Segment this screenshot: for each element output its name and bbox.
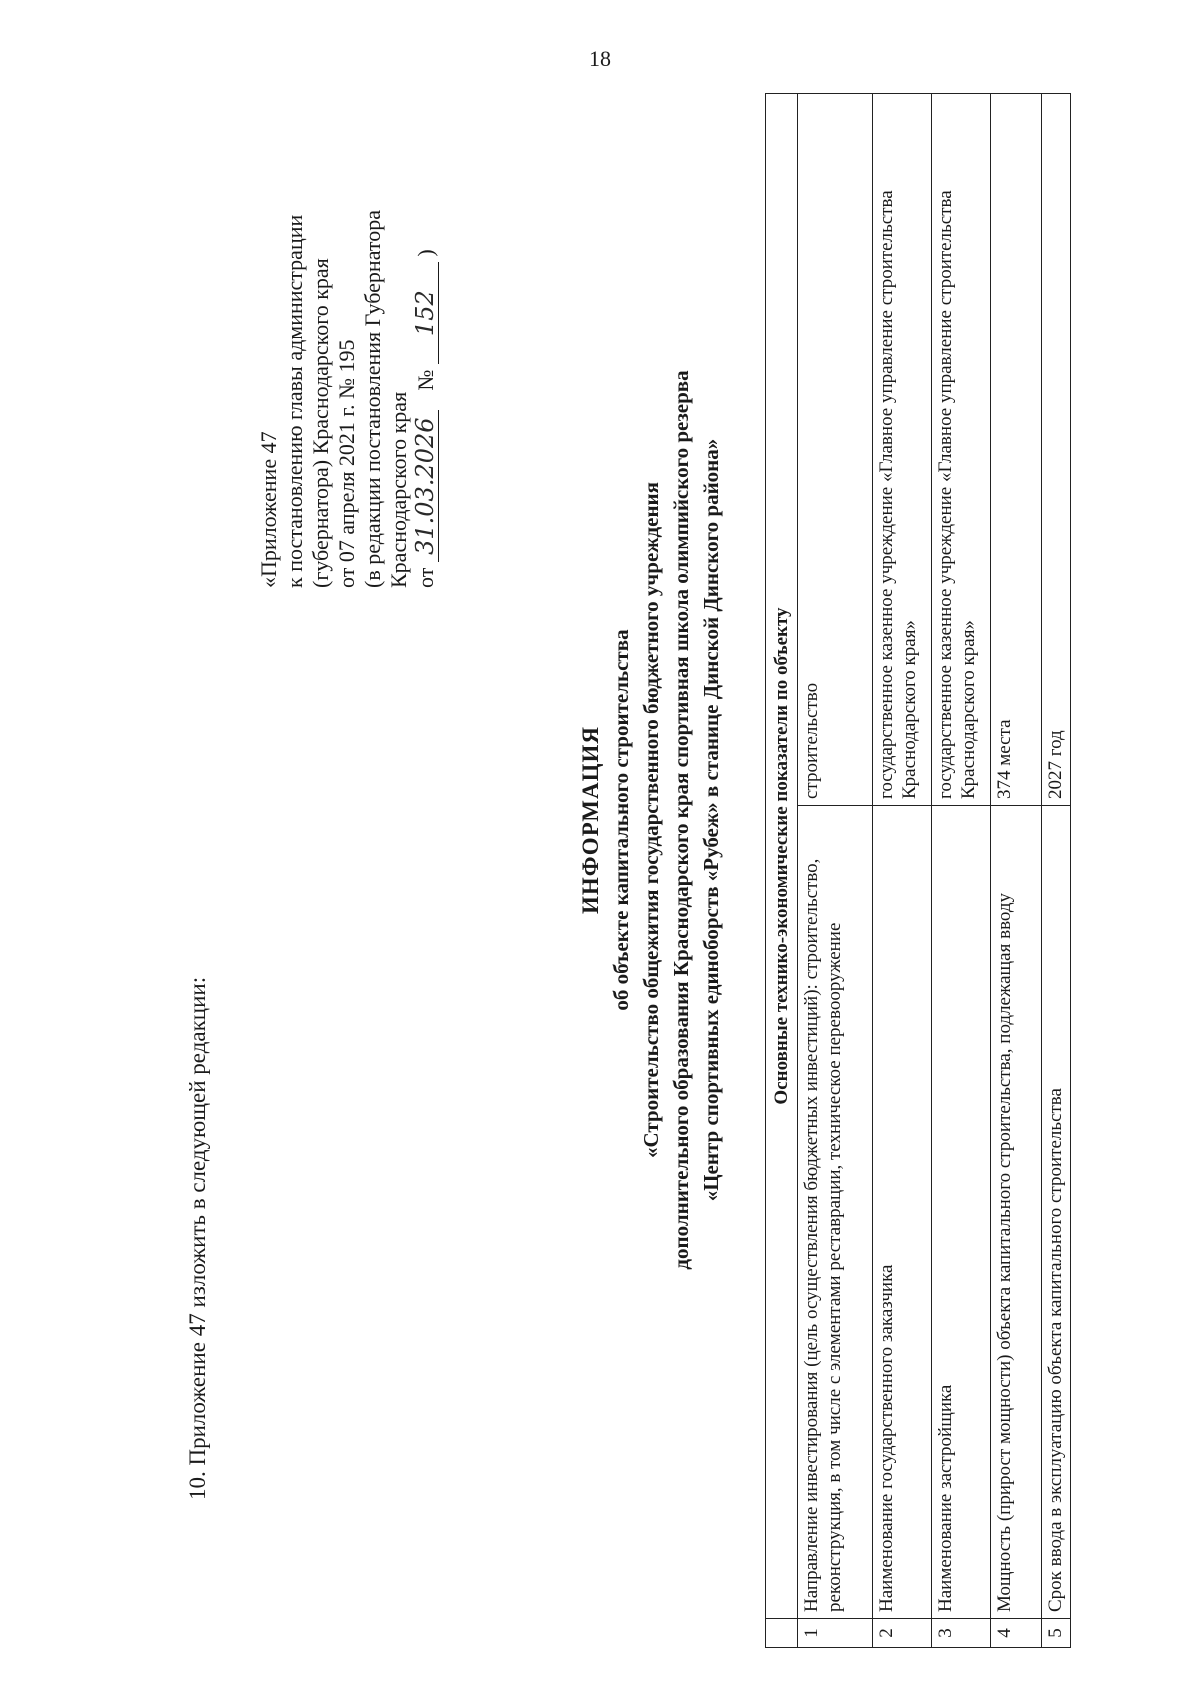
appendix-line-2: к постановлению главы администрации bbox=[282, 214, 307, 588]
page-number: 18 bbox=[589, 46, 611, 71]
handwritten-date: 31.03.2026 bbox=[412, 410, 439, 562]
intro-line: 10. Приложение 47 изложить в следующей редакции: bbox=[185, 976, 210, 1500]
row-number: 1 bbox=[798, 1619, 873, 1648]
table-row bbox=[873, 94, 932, 1648]
appendix-line-5: (в редакции постановления Губернатора bbox=[360, 210, 385, 588]
closing-paren: ) bbox=[413, 249, 438, 257]
row-number: 4 bbox=[991, 1619, 1042, 1648]
table-row bbox=[932, 94, 991, 1648]
row-value: 2027 год bbox=[1042, 94, 1071, 806]
handwritten-number: 152 bbox=[412, 262, 439, 364]
appendix-line-3: (губернатора) Краснодарского края bbox=[308, 258, 333, 588]
appendix-date-line bbox=[412, 78, 439, 588]
row-label: Срок ввода в эксплуатацию объекта капитального строительства bbox=[1042, 806, 1071, 1619]
table-row bbox=[991, 94, 1042, 1648]
row-label: Мощность (прирост мощности) объекта капитального строительства, подлежащая вводу bbox=[991, 806, 1042, 1619]
appendix-line-6: Краснодарского края bbox=[386, 391, 411, 588]
title-main: ИНФОРМАЦИЯ bbox=[578, 725, 603, 915]
row-number: 5 bbox=[1042, 1619, 1071, 1648]
row-label: Наименование государственного заказчика bbox=[873, 806, 932, 1619]
row-value: 374 места bbox=[991, 94, 1042, 806]
table-header-row bbox=[766, 94, 798, 1648]
appendix-reference bbox=[256, 78, 439, 588]
date-prefix: от bbox=[413, 567, 438, 588]
document-title bbox=[576, 230, 726, 1410]
appendix-line-1: «Приложение 47 bbox=[256, 431, 281, 588]
row-label: Направление инвестирования (цель осуществления бюджетных инвестиций): строительство, реконструкция, в том числе с элементами реставрации, техническое перевооружение bbox=[798, 806, 873, 1619]
row-value: государственное казенное учреждение «Главное управление строительства Краснодарского края» bbox=[932, 94, 991, 806]
title-line-1: об объекте капитального строительства bbox=[609, 629, 633, 1011]
table-header-blank bbox=[766, 1619, 798, 1648]
row-value: государственное казенное учреждение «Главное управление строительства Краснодарского края» bbox=[873, 94, 932, 806]
title-line-2: «Строительство общежития государственного бюджетного учреждения bbox=[639, 481, 663, 1159]
indicators-table bbox=[765, 93, 1071, 1648]
row-number: 3 bbox=[932, 1619, 991, 1648]
title-line-4: «Центр спортивных единоборств «Рубеж» в станице Динской Динского района» bbox=[699, 438, 723, 1202]
indicators-table-wrapper bbox=[765, 93, 1071, 1648]
number-prefix: № bbox=[413, 369, 438, 391]
table-row bbox=[1042, 94, 1071, 1648]
table-row bbox=[798, 94, 873, 1648]
title-line-3: дополнительного образования Краснодарского края спортивная школа олимпийского резерва bbox=[669, 370, 693, 1270]
appendix-line-4: от 07 апреля 2021 г. № 195 bbox=[334, 339, 359, 588]
table-header: Основные технико-экономические показатели по объекту bbox=[766, 94, 798, 1619]
row-value: строительство bbox=[798, 94, 873, 806]
row-label: Наименование застройщика bbox=[932, 806, 991, 1619]
row-number: 2 bbox=[873, 1619, 932, 1648]
